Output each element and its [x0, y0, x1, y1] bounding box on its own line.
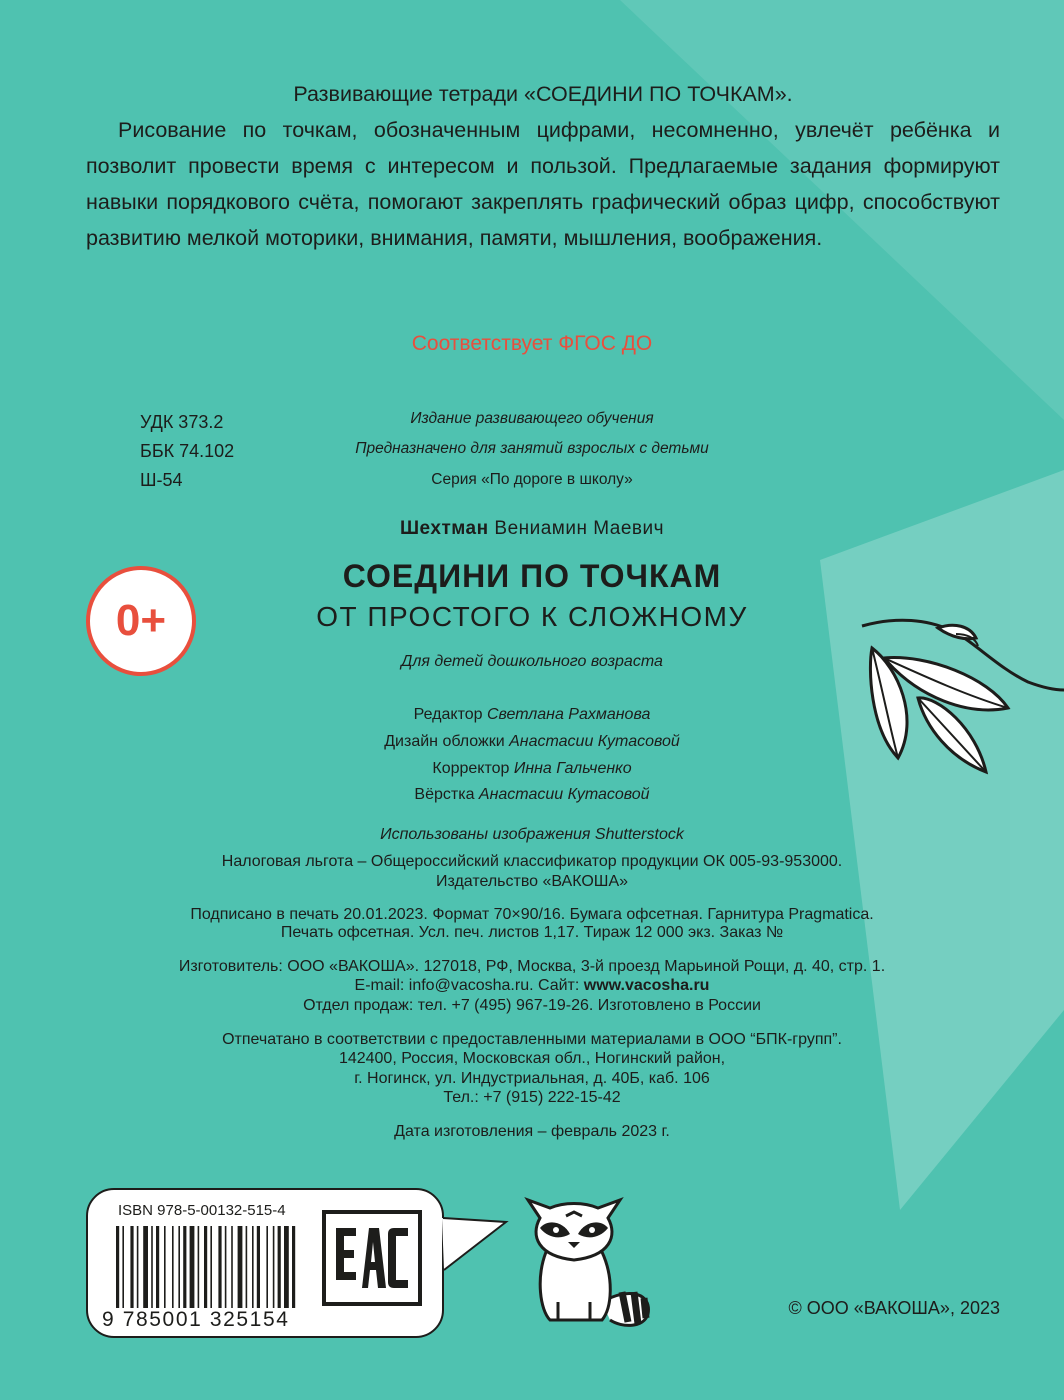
author-mark: Ш-54 — [140, 470, 183, 490]
barcode-bar — [122, 1226, 124, 1308]
credit-layout — [0, 786, 1064, 804]
barcode-bar — [292, 1226, 295, 1308]
images-credit: Использованы изображения Shutterstock — [380, 826, 684, 843]
barcode-bar — [284, 1226, 289, 1308]
author-surname: Шехтман — [399, 518, 489, 539]
isbn-barcode-box — [86, 1188, 444, 1338]
barcode-bar — [266, 1226, 268, 1308]
printer-line: Тел.: +7 (915) 222-15-42 — [443, 1089, 621, 1106]
age-rating-badge: 0+ — [86, 566, 196, 676]
intro-text — [86, 76, 1000, 256]
credit-role: Корректор — [432, 760, 510, 777]
barcode-bar — [178, 1226, 180, 1308]
print-info-line: Подписано в печать 20.01.2023. Формат 70×90/16. Бумага офсетная. Гарнитура Pragmatica. — [190, 906, 874, 923]
intro-body: Рисование по точкам, обозначенным цифрами, несомненно, увлечёт ребёнка и позволит провести время с интересом и пользой. Предлагаемые задания формируют навыки порядкового счёта, помогают закреплять графический образ цифр, способствуют развитию мелкой моторики, внимания, памяти, мышления, воображения. — [86, 118, 1000, 250]
edition-purpose: Предназначено для занятий взрослых с детьми — [355, 440, 709, 457]
barcode-bar — [183, 1226, 186, 1308]
isbn-number: ISBN 978-5-00132-515-4 — [118, 1202, 286, 1219]
credit-person: Инна Гальченко — [513, 760, 632, 777]
barcode-bar — [252, 1226, 254, 1308]
site-link[interactable]: www.vacosha.ru — [583, 977, 710, 994]
barcode-bar — [257, 1226, 260, 1308]
credit-person: Светланa Рахманова — [486, 706, 651, 723]
edition-type: Издание развивающего обучения — [410, 410, 654, 427]
eac-mark-icon — [322, 1210, 422, 1306]
barcode-bar — [246, 1226, 248, 1308]
barcode-bar — [231, 1226, 233, 1308]
email-link[interactable]: info@vacosha.ru. — [408, 977, 534, 994]
printer-line: 142400, Россия, Московская обл., Ногинский район, — [338, 1050, 726, 1067]
manufacturer-address: Изготовитель: ООО «ВАКОША». 127018, РФ, Москва, 3-й проезд Марьиной Рощи, д. 40, стр. 1. — [178, 958, 886, 975]
barcode-bar — [137, 1226, 139, 1308]
branch-leaves-illustration — [858, 608, 1064, 784]
barcode-bar — [273, 1226, 275, 1308]
credit-role: Дизайн обложки — [384, 733, 505, 750]
barcode-bar — [130, 1226, 133, 1308]
copyright: © ООО «ВАКОША», 2023 — [788, 1298, 1000, 1318]
bbk-code: ББК 74.102 — [140, 441, 235, 461]
manufacture-date: Дата изготовления – февраль 2023 г. — [394, 1123, 670, 1140]
barcode-bar — [278, 1226, 281, 1308]
print-info-line: Печать офсетная. Усл. печ. листов 1,17. Тираж 12 000 экз. Заказ № — [280, 924, 784, 941]
barcode-bar — [151, 1226, 153, 1308]
author — [0, 518, 1064, 540]
intro-heading: Развивающие тетради «СОЕДИНИ ПО ТОЧКАМ». — [293, 82, 793, 106]
publisher: Издательство «ВАКОША» — [435, 873, 629, 890]
author-name: Вениамин Маевич — [494, 518, 665, 539]
tax-note: Налоговая льгота – Общероссийский классификатор продукции ОК 005-93-953000. — [221, 853, 843, 870]
barcode-bar — [116, 1226, 119, 1308]
site-label: Сайт: — [533, 977, 584, 994]
barcode-bar — [204, 1226, 207, 1308]
barcode-bar — [210, 1226, 212, 1308]
manufacturer-contacts — [0, 977, 1064, 995]
fgos-note: Соответствует ФГОС ДО — [411, 332, 653, 355]
barcode-bar — [225, 1226, 227, 1308]
udk-code: УДК 373.2 — [140, 412, 224, 432]
credit-role: Редактор — [413, 706, 483, 723]
barcode-bar — [198, 1226, 200, 1308]
barcode-image — [116, 1226, 308, 1308]
barcode-bar — [143, 1226, 148, 1308]
barcode-bar — [218, 1226, 221, 1308]
email-label: E-mail: — [354, 977, 409, 994]
series-name: Серия «По дороге в школу» — [431, 471, 633, 488]
age-description: Для детей дошкольного возраста — [401, 653, 663, 670]
barcode-bar — [156, 1226, 159, 1308]
sales-contacts: Отдел продаж: тел. +7 (495) 967-19-26. Изготовлено в России — [303, 997, 761, 1014]
credit-person: Анастасии Кутасовой — [478, 786, 650, 803]
speech-bubble-tail — [430, 1212, 510, 1282]
credit-role: Вёрстка — [414, 786, 475, 803]
book-title: СОЕДИНИ ПО ТОЧКАМ — [342, 558, 722, 594]
barcode-bar — [238, 1226, 243, 1308]
printer-line: Отпечатано в соответствии с предоставленными материалами в ООО “БПК-групп”. — [222, 1031, 842, 1048]
barcode-bar — [164, 1226, 166, 1308]
barcode-digits: 9 785001 325154 — [102, 1308, 290, 1331]
barcode-bar — [190, 1226, 195, 1308]
barcode-bar — [172, 1226, 174, 1308]
raccoon-illustration — [510, 1182, 660, 1330]
credit-person: Анастасии Кутасовой — [509, 733, 680, 750]
book-subtitle: ОТ ПРОСТОГО К СЛОЖНОМУ — [316, 601, 748, 632]
printer-line: г. Ногинск, ул. Индустриальная, д. 40Б, каб. 106 — [354, 1070, 710, 1087]
